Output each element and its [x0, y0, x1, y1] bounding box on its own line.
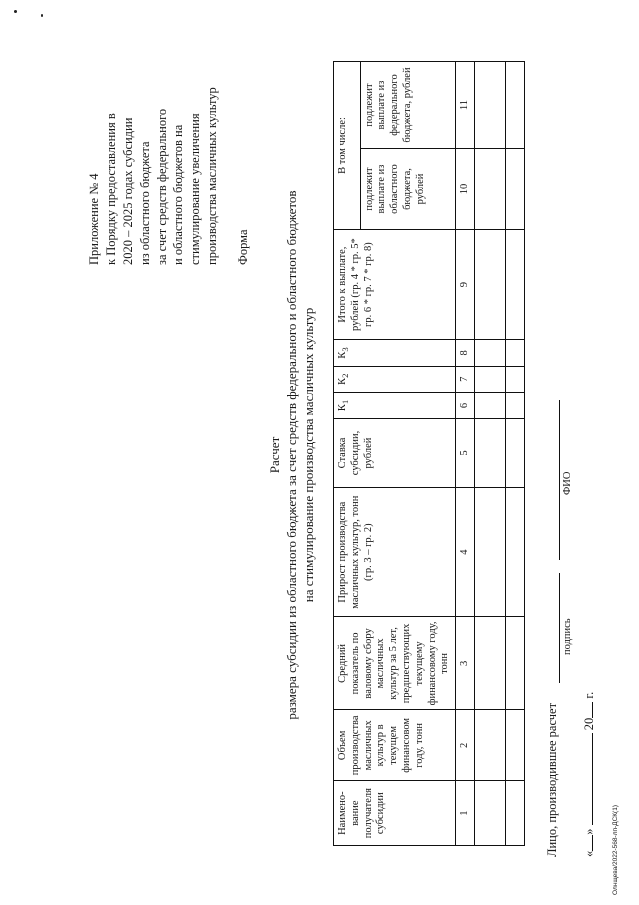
month-blank [580, 733, 593, 825]
table-cell [475, 487, 506, 616]
table-cell [506, 62, 525, 149]
column-number: 10 [456, 149, 475, 230]
table-row [475, 62, 506, 846]
column-number: 7 [456, 366, 475, 392]
column-number: 3 [456, 617, 475, 710]
table-cell [475, 340, 506, 366]
header-average-yield: Средний показатель по валовому сбору масличных культур за 5 лет, предшествующих текущему финансовому году, тонн [334, 617, 456, 710]
column-number: 5 [456, 419, 475, 488]
column-number: 9 [456, 229, 475, 339]
date-open-quote: « [582, 850, 596, 857]
column-number: 1 [456, 781, 475, 846]
year-prefix: 20 [582, 717, 596, 731]
header-total: Итого к выплате, рублей (гр. 4 * гр. 5* гр. 6 * гр. 7 * гр. 8) [334, 229, 456, 339]
table-cell [506, 149, 525, 230]
title-line: на стимулирование производства масличных культур [301, 307, 317, 603]
day-blank [580, 835, 593, 851]
header-regional-share: подлежит выплате из областного бюджета, рублей [360, 149, 456, 230]
header-k2: $К_2$ [334, 366, 456, 392]
header-k3: $К_3$ [334, 340, 456, 366]
header-production-volume: Объем производства масличных культур в текущем финансовом году, тонн [334, 710, 456, 781]
name-line [559, 400, 560, 560]
calculation-table [333, 61, 525, 846]
header-federal-share: подлежит выплате из федерального бюджета, рублей [360, 62, 456, 149]
table-cell [506, 781, 525, 846]
column-number: 2 [456, 710, 475, 781]
column-number: 8 [456, 340, 475, 366]
header-recipient: Наимено-вание получателя субсидии [334, 781, 456, 846]
date-close-quote: » [582, 828, 596, 835]
table-cell [475, 419, 506, 488]
appendix-line: производства масличных культур [205, 87, 220, 265]
appendix-line: 2020 – 2025 годах субсидии [120, 117, 135, 265]
appendix-note [86, 25, 221, 265]
appendix-line: за счет средств федерального [154, 108, 169, 265]
column-number-row [456, 62, 475, 846]
person-label: Лицо, производившее расчет [545, 702, 559, 857]
header-including: В том числе: [334, 62, 361, 230]
table-cell [475, 366, 506, 392]
title-line: размера субсидии из областного бюджета за счет средств федерального и областного бюджетов [284, 190, 300, 720]
table-cell [475, 781, 506, 846]
header-subsidy-rate: Ставка субсидии, рублей [334, 419, 456, 488]
table-cell [506, 340, 525, 366]
appendix-line: стимулирование увеличения [188, 113, 203, 265]
table-cell [506, 487, 525, 616]
table-cell [506, 710, 525, 781]
column-number: 11 [456, 62, 475, 149]
year-blank [580, 702, 593, 718]
header-production-growth: Прирост производства масличных культур, тонн (гр. 3 – гр. 2) [334, 487, 456, 616]
signature-line [559, 573, 560, 683]
signature-caption: подпись [562, 618, 573, 655]
table-cell [506, 366, 525, 392]
appendix-line: и областного бюджетов на [171, 124, 186, 265]
table-cell [506, 617, 525, 710]
table-row [506, 62, 525, 846]
table-cell [475, 149, 506, 230]
header-row [334, 62, 361, 846]
appendix-line: к Порядку предоставления в [103, 113, 118, 265]
header-k1: $К_1$ [334, 392, 456, 418]
column-number: 4 [456, 487, 475, 616]
date-line [580, 692, 597, 857]
column-number: 6 [456, 392, 475, 418]
document-title [266, 45, 317, 865]
table-cell [506, 392, 525, 418]
table-cell [475, 710, 506, 781]
table-cell [475, 229, 506, 339]
title-heading: Расчет [267, 436, 282, 474]
appendix-line: Приложение № 4 [87, 173, 101, 265]
table-cell [475, 392, 506, 418]
form-label: Форма [236, 229, 250, 265]
year-suffix: г. [582, 691, 596, 699]
table-cell [506, 229, 525, 339]
name-caption: ФИО [562, 471, 573, 495]
table-cell [506, 419, 525, 488]
appendix-line: из областного бюджета [137, 141, 152, 265]
table-cell [475, 62, 506, 149]
document-reference: Олнщева/2022-568-лп-ДСК(1) [612, 805, 619, 895]
table-cell [475, 617, 506, 710]
